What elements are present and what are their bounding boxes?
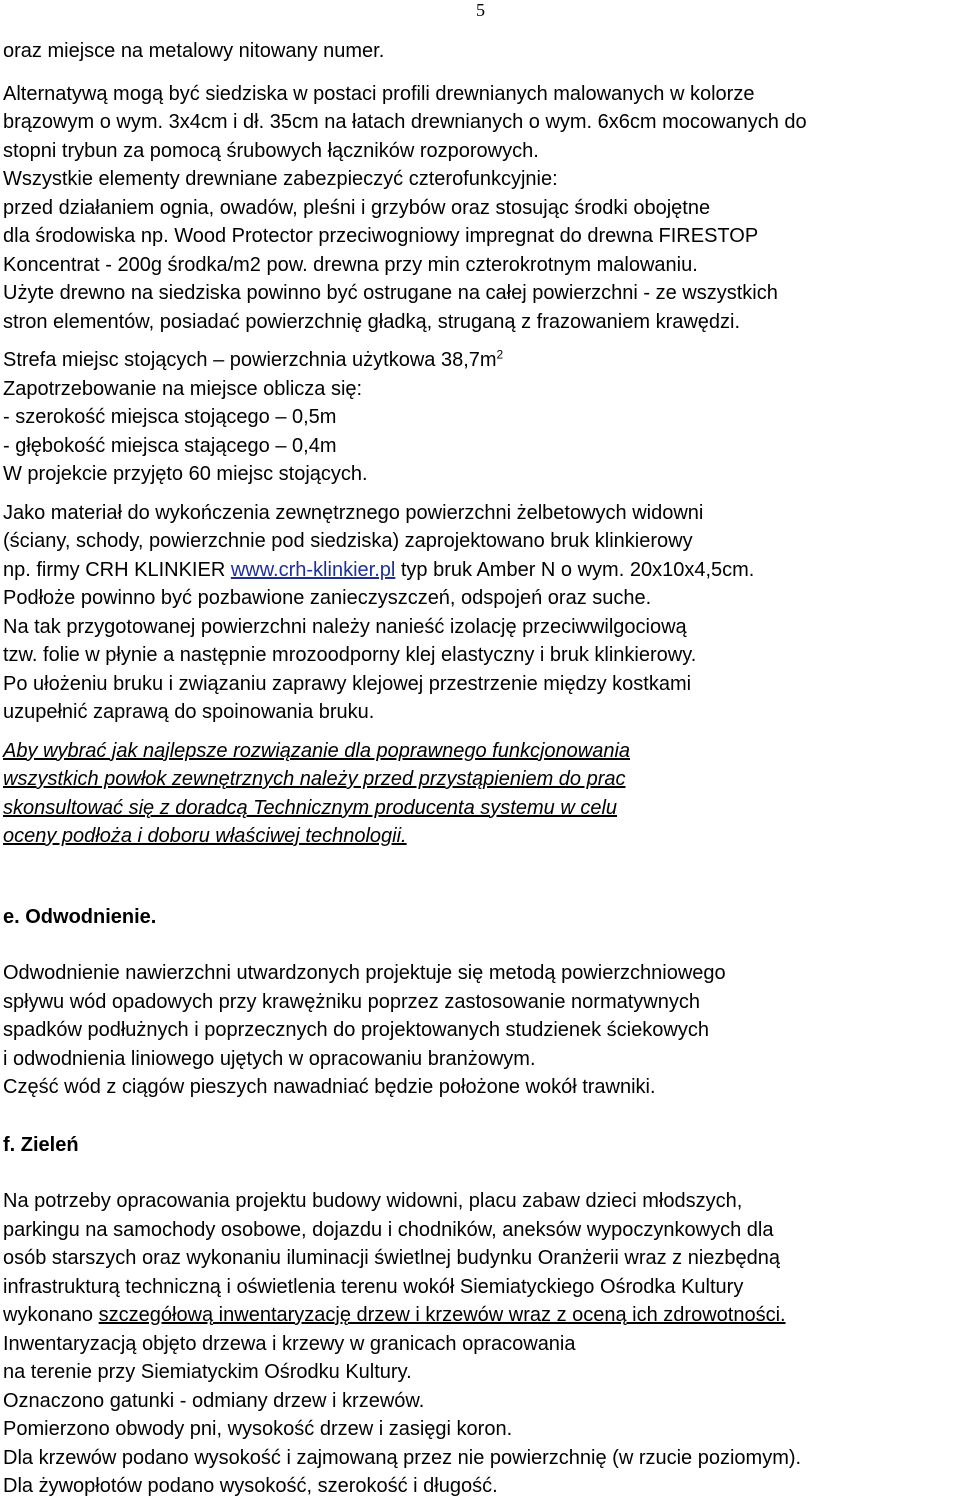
text-line: i odwodnienia liniowego ujętych w opracowaniu branżowym. [3, 1047, 536, 1070]
text-line: Dla żywopłotów podano wysokość, szerokość i długość. [3, 1475, 498, 1497]
text-line: Odwodnienie nawierzchni utwardzonych projektuje się metodą powierzchniowego [3, 962, 726, 984]
text-line: Dla krzewów podano wysokość i zajmowaną przez nie powierzchnię (w rzucie poziomym). [3, 1446, 802, 1469]
text-line: Część wód z ciągów pieszych nawadniać będzie położone wokół trawniki. [3, 1076, 656, 1098]
note-line: skonsultować się z doradcą Technicznym producenta systemu w celu [3, 796, 618, 819]
text-line: (ściany, schody, powierzchnie pod siedziska) zaprojektowano bruk klinkierowy [3, 530, 693, 552]
text-line: spadków podłużnych i poprzecznych do projektowanych studzienek ściekowych [3, 1019, 709, 1041]
website-link[interactable]: www.crh-klinkier.pl [230, 558, 396, 581]
text-line: na terenie przy Siemiatyckim Ośrodku Kultury. [3, 1361, 412, 1383]
underlined-text: szczegółową inwentaryzację drzew i krzewów wraz z oceną ich zdrowotności. [98, 1304, 786, 1326]
paragraph-consult-note [3, 737, 958, 851]
text-line: - głębokość miejsca stającego – 0,4m [3, 434, 337, 457]
text-line: infrastrukturą techniczną i oświetlenia terenu wokół Siemiatyckiego Ośrodka Kultury [3, 1275, 744, 1298]
section-heading-greenery: f. Zieleń [3, 1133, 79, 1156]
text-line: stron elementów, posiadać powierzchnię gładką, struganą z frazowaniem krawędzi. [3, 310, 741, 333]
text-line: Oznaczono gatunki - odmiany drzew i krzewów. [3, 1389, 425, 1412]
text-line: oraz miejsce na metalowy nitowany numer. [3, 40, 385, 62]
text-line: Na tak przygotowanej powierzchni należy nanieść izolację przeciwwilgociową [3, 615, 687, 638]
text-line: tzw. folie w płynie a następnie mrozoodporny klej elastyczny i bruk klinkierowy. [3, 644, 697, 666]
text-line: Wszystkie elementy drewniane zabezpieczyć czterofunkcyjnie: [3, 168, 558, 190]
text-line: osób starszych oraz wykonaniu iluminacji świetlnej budynku Oranżerii wraz z niezbędną [3, 1247, 781, 1269]
superscript: 2 [496, 347, 504, 362]
text-line: spływu wód opadowych przy krawężniku poprzez zastosowanie normatywnych [3, 990, 700, 1013]
document-body [3, 37, 958, 1501]
note-line: wszystkich powłok zewnętrznych należy przed przystąpieniem do prac [3, 768, 626, 790]
standing-zone-title: Strefa miejsc stojących – powierzchnia użytkowa $38,7m^2$ [3, 347, 504, 371]
paragraph-finish-material [3, 499, 958, 727]
text-line: dla środowiska np. Wood Protector przeciwogniowy impregnat do drewna FIRESTOP [3, 225, 759, 247]
text-line: parkingu na samochody osobowe, dojazdu i chodników, aneksów wypoczynkowych dla [3, 1218, 774, 1241]
text-line: Po ułożeniu bruku i związaniu zaprawy klejowej przestrzenie między kostkami [3, 672, 692, 695]
text-line: Alternatywą mogą być siedziska w postaci profili drewnianych malowanych w kolorze [3, 82, 755, 105]
text-line: Pomierzono obwody pni, wysokość drzew i zasięgi koron. [3, 1418, 513, 1440]
text-line: - szerokość miejsca stojącego – 0,5m [3, 406, 337, 428]
text-line: Podłoże powinno być pozbawione zanieczyszczeń, odspojeń oraz suche. [3, 587, 652, 609]
paragraph-drainage [3, 959, 958, 1102]
text-line: brązowym o wym. 3x4cm i dł. 35cm na łatach drewnianych o wym. 6x6cm mocowanych do [3, 111, 807, 133]
paragraph-standing-zone [3, 346, 958, 489]
note-line: oceny podłoża i doboru właściwej technologii. [3, 825, 407, 847]
paragraph-seat-number [3, 37, 958, 66]
text-line: np. firmy CRH KLINKIER www.crh-klinkier.pl typ bruk Amber N o wym. 20x10x4,5cm. [3, 558, 755, 581]
text-line: przed działaniem ognia, owadów, pleśni i grzybów oraz stosując środki obojętne [3, 196, 711, 219]
text-line: Koncentrat - 200g środka/m2 pow. drewna przy min czterokrotnym malowaniu. [3, 253, 698, 276]
section-heading-drainage: e. Odwodnienie. [3, 905, 157, 928]
note-line: Aby wybrać jak najlepsze rozwiązanie dla poprawnego funkcjonowania [3, 739, 631, 762]
text-line: Na potrzeby opracowania projektu budowy widowni, placu zabaw dzieci młodszych, [3, 1190, 743, 1212]
text-line: stopni trybun za pomocą śrubowych łączników rozporowych. [3, 139, 539, 162]
text-line: W projekcie przyjęto 60 miejsc stojących. [3, 463, 368, 485]
paragraph-greenery [3, 1187, 958, 1501]
page-number: 5 [476, 0, 485, 20]
text-line: Zapotrzebowanie na miejsce oblicza się: [3, 377, 363, 400]
text-line: Inwentaryzacją objęto drzewa i krzewy w granicach opracowania [3, 1332, 576, 1355]
text-line: Jako materiał do wykończenia zewnętrznego powierzchni żelbetowych widowni [3, 501, 704, 524]
text-line: Użyte drewno na siedziska powinno być ostrugane na całej powierzchni - ze wszystkich [3, 282, 778, 304]
text-line: uzupełnić zaprawą do spoinowania bruku. [3, 701, 375, 723]
paragraph-seat-alternative [3, 80, 958, 337]
text-line: wykonano szczegółową inwentaryzację drzew i krzewów wraz z oceną ich zdrowotności. [3, 1304, 786, 1326]
